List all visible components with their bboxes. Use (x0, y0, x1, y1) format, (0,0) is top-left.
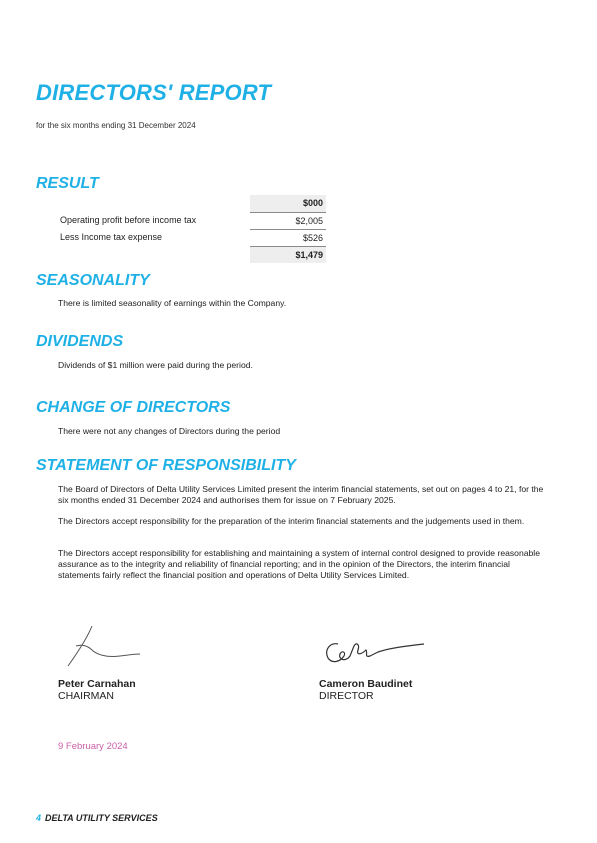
table-total-row (58, 246, 326, 263)
chairman-signature (62, 622, 144, 670)
row-value: $2,005 (250, 212, 326, 229)
statement-paragraph: The Board of Directors of Delta Utility Services Limited present the interim financial statements, set out on pages 4 to 21, for the six months ended 31 December 2024 and authorises them for issue on 7 February 2025. (58, 484, 544, 505)
seasonality-heading: SEASONALITY (36, 272, 150, 289)
page-title: DIRECTORS' REPORT (36, 80, 272, 105)
footer-company: DELTA UTILITY SERVICES (45, 813, 158, 823)
table-row (58, 212, 326, 229)
total-value: $1,479 (250, 246, 326, 263)
row-label: Operating profit before income tax (60, 215, 197, 225)
change-of-directors-text: There were not any changes of Directors during the period (58, 426, 281, 436)
signatory-role: DIRECTOR (319, 690, 374, 702)
signatory-name: Cameron Baudinet (319, 678, 413, 690)
result-heading: RESULT (36, 175, 99, 192)
statement-paragraph: The Directors accept responsibility for the preparation of the interim financial statements and the judgements used in them. (58, 516, 525, 526)
result-table (58, 195, 326, 263)
dividends-heading: DIVIDENDS (36, 333, 124, 350)
statement-paragraph: The Directors accept responsibility for establishing and maintaining a system of internal control designed to provide reasonable assurance as to the integrity and reliability of financial reporting; and in the opinion of the Directors, the interim financial statements fairly reflect the financial position and operations of Delta Utility Services Limited. (58, 548, 540, 580)
signatory-director (319, 678, 412, 702)
row-label: Less Income tax expense (60, 232, 163, 242)
statement-heading: STATEMENT OF RESPONSIBILITY (36, 457, 296, 474)
page-footer (36, 813, 158, 823)
signing-date: 9 February 2024 (58, 741, 128, 752)
change-of-directors-heading: CHANGE OF DIRECTORS (36, 399, 231, 416)
page-number: 4 (36, 813, 42, 823)
signatory-role: CHAIRMAN (58, 690, 115, 702)
table-header-row (58, 195, 326, 212)
dividends-text: Dividends of $1 million were paid during the period. (58, 360, 253, 370)
report-period: for the six months ending 31 December 2024 (36, 121, 196, 130)
table-row (58, 229, 326, 246)
row-value: $526 (250, 229, 326, 246)
column-header: $000 (250, 195, 326, 212)
signatory-chairman (58, 678, 136, 702)
director-signature (320, 634, 430, 670)
seasonality-text: There is limited seasonality of earnings within the Company. (58, 298, 287, 308)
signatory-name: Peter Carnahan (58, 678, 136, 690)
